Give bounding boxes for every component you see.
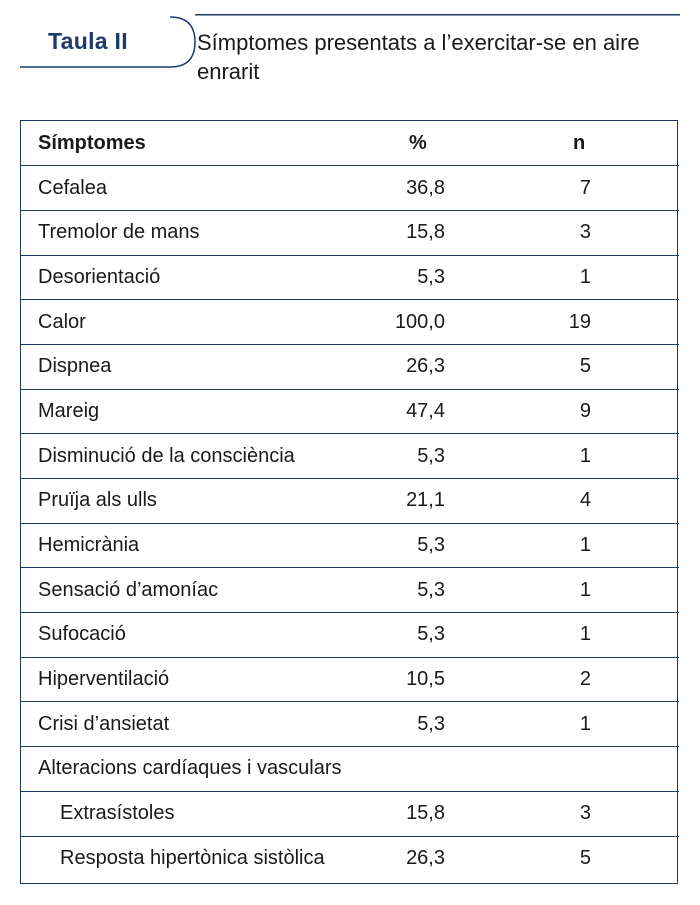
count-cell: 5 — [579, 847, 591, 870]
count-cell: 1 — [511, 702, 679, 747]
count-cell: 1 — [511, 434, 679, 479]
count-cell: 4 — [511, 479, 679, 524]
count-cell: 2 — [511, 657, 679, 702]
table-caption: Símptomes presentats a l’exercitar-se en aire enrarit — [197, 30, 640, 84]
percent-cell: 100,0 — [361, 300, 511, 345]
count-cell: 7 — [511, 166, 679, 211]
symptom-name-cell: Desorientació — [21, 255, 361, 300]
symptom-name-cell: Mareig — [21, 389, 361, 434]
symptom-name-cell: Cefalea — [21, 166, 361, 211]
count-cell: 1 — [511, 568, 679, 613]
percent-cell: 15,8 — [361, 210, 511, 255]
percent-cell: 36,8 — [361, 166, 511, 211]
symptom-name-cell: Resposta hipertònica sistòlica — [60, 847, 325, 870]
count-cell: 3 — [511, 791, 679, 836]
table-row — [21, 791, 679, 836]
table-number-label: Taula II — [48, 28, 128, 54]
count-cell: 1 — [511, 523, 679, 568]
table-row — [21, 613, 679, 658]
percent-cell: 5,3 — [361, 613, 511, 658]
table-header — [20, 14, 680, 94]
table-row — [21, 568, 679, 613]
percent-cell: 10,5 — [361, 657, 511, 702]
table-header-row — [21, 121, 679, 166]
symptoms-table — [20, 120, 678, 884]
symptom-name-cell: Crisi d’ansietat — [21, 702, 361, 747]
percent-cell — [361, 747, 511, 792]
symptom-name-cell: Dispnea — [21, 344, 361, 389]
symptom-name-cell: Hiperventilació — [21, 657, 361, 702]
percent-cell: 47,4 — [361, 389, 511, 434]
symptom-name-cell: Tremolor de mans — [21, 210, 361, 255]
symptom-name-cell: Disminució de la consciència — [21, 434, 361, 479]
symptom-name-cell: Calor — [21, 300, 361, 345]
table-row — [21, 747, 679, 792]
table-row — [21, 479, 679, 524]
count-cell: 1 — [511, 613, 679, 658]
table-row — [21, 344, 679, 389]
symptom-name-cell: Alteracions cardíaques i vasculars — [21, 747, 361, 792]
table-row — [21, 836, 679, 881]
percent-cell: 26,3 — [406, 847, 445, 870]
symptom-name-cell: Hemicrània — [21, 523, 361, 568]
table-row — [21, 523, 679, 568]
count-cell: 5 — [511, 344, 679, 389]
count-cell: 1 — [511, 255, 679, 300]
table-row — [21, 657, 679, 702]
percent-cell: 5,3 — [361, 523, 511, 568]
count-cell: 19 — [511, 300, 679, 345]
column-header-symptoms: Símptomes — [21, 121, 361, 166]
percent-cell: 26,3 — [361, 344, 511, 389]
column-header-count: n — [511, 121, 679, 166]
symptom-name-cell: Sufocació — [21, 613, 361, 658]
column-header-percent: % — [361, 121, 511, 166]
percent-cell: 5,3 — [361, 568, 511, 613]
percent-cell: 5,3 — [361, 255, 511, 300]
percent-cell: 5,3 — [361, 702, 511, 747]
percent-cell: 21,1 — [361, 479, 511, 524]
table-row — [21, 389, 679, 434]
table-row — [21, 166, 679, 211]
count-cell: 3 — [511, 210, 679, 255]
symptom-name-cell: Pruïja als ulls — [21, 479, 361, 524]
table-row — [21, 210, 679, 255]
table-row — [21, 300, 679, 345]
table-row — [21, 434, 679, 479]
percent-cell: 15,8 — [361, 791, 511, 836]
table-row — [21, 702, 679, 747]
table-row — [21, 255, 679, 300]
count-cell — [511, 747, 679, 792]
symptom-name-cell: Sensació d’amoníac — [21, 568, 361, 613]
symptom-name-cell: Extrasístoles — [21, 791, 361, 836]
count-cell: 9 — [511, 389, 679, 434]
percent-cell: 5,3 — [361, 434, 511, 479]
